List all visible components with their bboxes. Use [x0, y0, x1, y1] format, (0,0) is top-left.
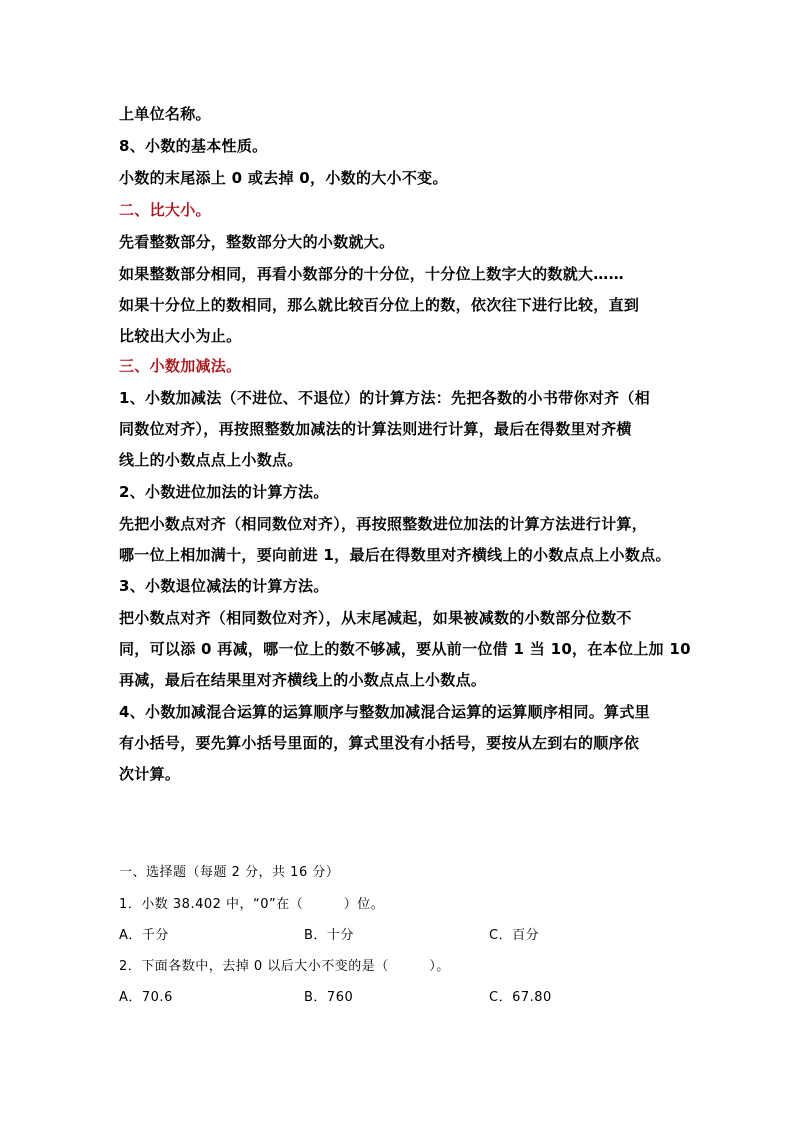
text-line: 同，可以添 0 再减，哪一位上的数不够减，要从前一位借 1 当 10，在本位上加 10 [119, 640, 691, 658]
section-heading-8: 8、小数的基本性质。 [119, 137, 268, 155]
text-line: 如果十分位上的数相同，那么就比较百分位上的数，依次往下进行比较，直到 [119, 296, 640, 314]
exercise-heading: 一、选择题（每题 2 分，共 16 分） [119, 865, 340, 880]
question-1-option-c: C．百分 [489, 928, 540, 943]
text-line: 先看整数部分，整数部分大的小数就大。 [119, 233, 395, 251]
question-2-option-a: A．70.6 [119, 990, 173, 1005]
text-line: 如果整数部分相同，再看小数部分的十分位，十分位上数字大的数就大…… [119, 265, 624, 283]
text-line: 把小数点对齐（相同数位对齐），从末尾减起，如果被减数的小数部分位数不 [119, 609, 632, 627]
section-heading-add-subtract: 三、小数加减法。 [119, 357, 242, 375]
text-line: 有小括号，要先算小括号里面的，算式里没有小括号，要按从左到右的顺序依 [119, 734, 640, 752]
text-line: 小数的末尾添上 0 或去掉 0，小数的大小不变。 [119, 169, 448, 187]
question-1-option-b: B．十分 [304, 928, 354, 943]
text-line: 先把小数点对齐（相同数位对齐），再按照整数进位加法的计算方法进行计算， [119, 515, 648, 533]
text-line: 4、小数加减混合运算的运算顺序与整数加减混合运算的运算顺序相同。算式里 [119, 703, 650, 721]
text-line: 哪一位上相加满十，要向前进 1，最后在得数里对齐横线上的小数点点上小数点。 [119, 546, 671, 564]
text-line: 3、小数退位减法的计算方法。 [119, 577, 329, 595]
text-line: 比较出大小为止。 [119, 327, 242, 345]
question-1-option-a: A．千分 [119, 928, 169, 943]
text-line: 1、小数加减法（不进位、不退位）的计算方法：先把各数的小书带你对齐（相 [119, 389, 650, 407]
text-line: 次计算。 [119, 765, 181, 783]
text-line: 上单位名称。 [119, 105, 211, 123]
section-heading-compare: 二、比大小。 [119, 201, 211, 219]
text-line: 再减，最后在结果里对齐横线上的小数点点上小数点。 [119, 671, 487, 689]
question-2-option-c: C．67.80 [489, 990, 552, 1005]
text-line: 2、小数进位加法的计算方法。 [119, 483, 329, 501]
question-2-option-b: B．760 [304, 990, 354, 1005]
question-2-stem: 2．下面各数中，去掉 0 以后大小不变的是（ ）。 [119, 959, 450, 974]
text-line: 线上的小数点点上小数点。 [119, 451, 303, 469]
question-1-stem: 1．小数 38.402 中，“0”在（ ）位。 [119, 897, 385, 912]
text-line: 同数位对齐），再按照整数加减法的计算法则进行计算，最后在得数里对齐横 [119, 420, 632, 438]
